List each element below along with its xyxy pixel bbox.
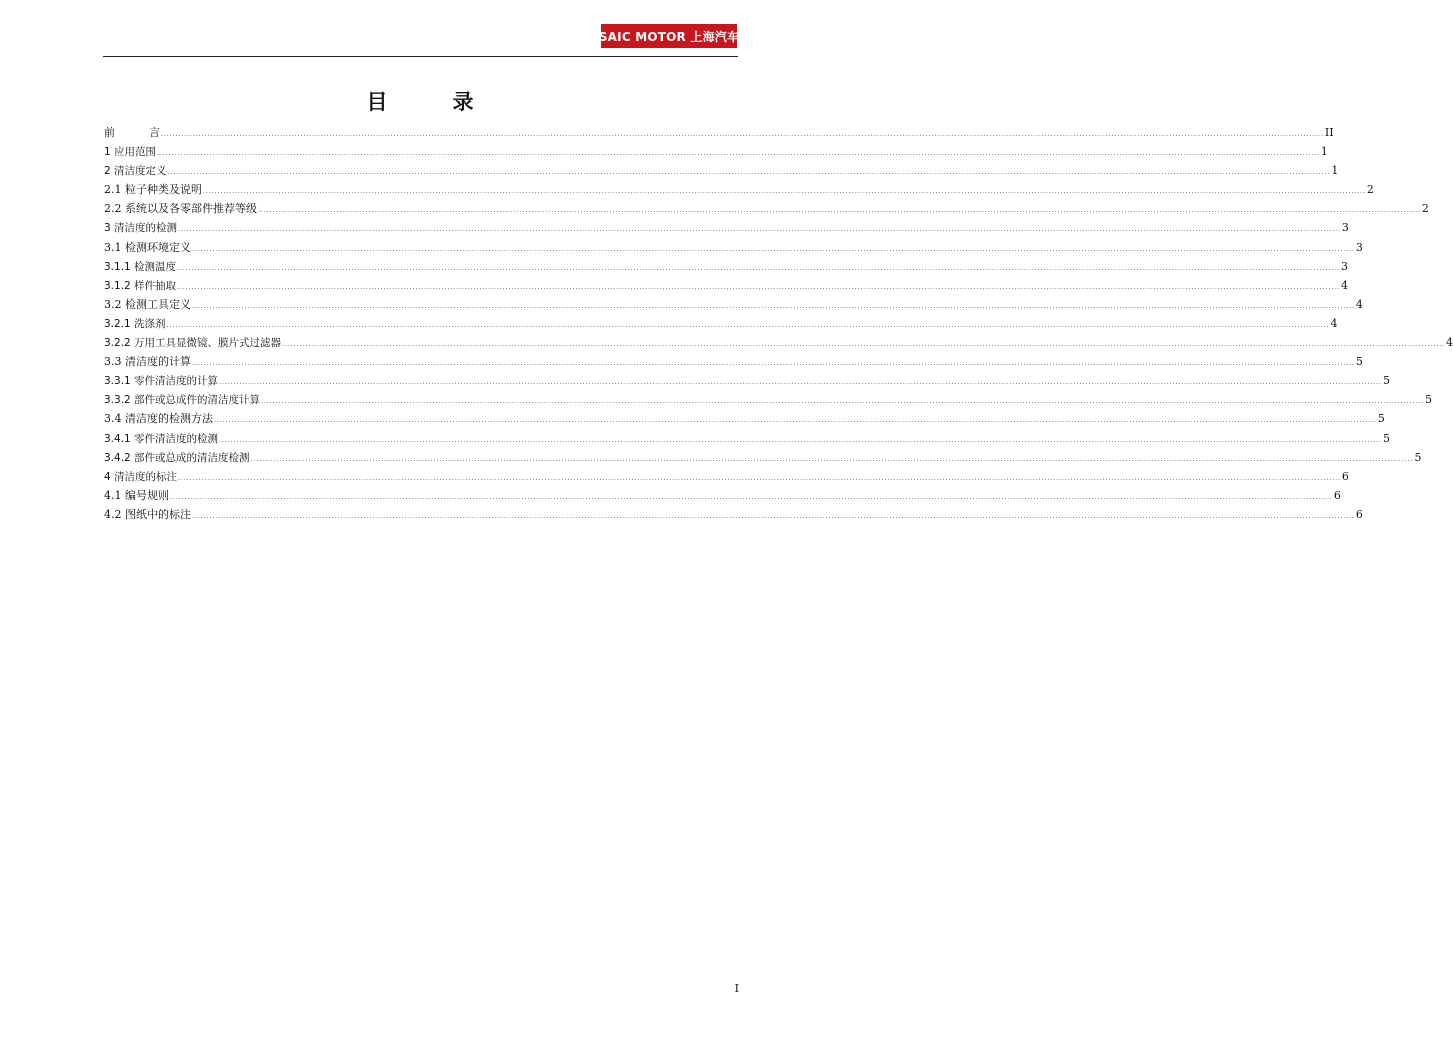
page-title — [103, 86, 738, 116]
toc-leader-dots: ................................................................................................................................................................................................................................................................................................................................................................................................................ — [177, 283, 1340, 291]
toc-entry[interactable] — [104, 199, 1429, 218]
toc-leader-dots: ................................................................................................................................................................................................................................................................................................................................................................................................................ — [219, 436, 1382, 444]
toc-leader-dots: ................................................................................................................................................................................................................................................................................................................................................................................................................ — [261, 398, 1424, 406]
toc-entry[interactable] — [104, 352, 1363, 371]
toc-entry-page: 5 — [1424, 393, 1432, 407]
toc-entry-label: 3.4 清洁度的检测方法 — [104, 412, 213, 426]
toc-leader-dots: ................................................................................................................................................................................................................................................................................................................................................................................................................ — [214, 417, 1377, 425]
toc-entry-page: 5 — [1355, 355, 1363, 369]
table-of-contents — [104, 123, 1453, 524]
toc-entry[interactable] — [104, 448, 1422, 467]
toc-entry-page: 3 — [1340, 259, 1348, 273]
toc-entry-page: 2 — [1366, 183, 1374, 197]
toc-entry[interactable] — [104, 314, 1338, 333]
toc-entry-page: 5 — [1377, 412, 1385, 426]
toc-entry-page: 1 — [1331, 164, 1339, 178]
toc-entry-label: 3.1.1 检测温度 — [104, 260, 177, 273]
toc-entry-page: 2 — [1421, 202, 1429, 216]
toc-leader-dots: ................................................................................................................................................................................................................................................................................................................................................................................................................ — [192, 512, 1355, 520]
toc-leader-dots: ................................................................................................................................................................................................................................................................................................................................................................................................................ — [170, 493, 1333, 501]
toc-entry-label: 1 应用范围 — [104, 146, 157, 159]
toc-leader-dots: ................................................................................................................................................................................................................................................................................................................................................................................................................ — [192, 302, 1355, 310]
title-char-2: 录 — [452, 90, 475, 114]
toc-entry[interactable] — [104, 257, 1348, 276]
toc-entry-label: 3.2 检测工具定义 — [104, 297, 191, 311]
toc-entry[interactable] — [104, 505, 1363, 524]
toc-entry-page: 4 — [1330, 316, 1338, 330]
toc-entry-page: 1 — [1320, 145, 1328, 159]
toc-entry[interactable] — [104, 180, 1374, 199]
toc-leader-dots: ................................................................................................................................................................................................................................................................................................................................................................................................................ — [177, 264, 1340, 272]
toc-entry[interactable] — [104, 467, 1349, 486]
toc-entry-label: 2.1 粒子种类及说明 — [104, 183, 202, 197]
toc-entry-page: 3 — [1341, 221, 1349, 235]
title-char-1: 目 — [366, 90, 389, 114]
page-number: I — [734, 982, 739, 995]
toc-leader-dots: ................................................................................................................................................................................................................................................................................................................................................................................................................ — [178, 474, 1341, 482]
toc-entry-page: 6 — [1355, 507, 1363, 521]
toc-leader-dots: ................................................................................................................................................................................................................................................................................................................................................................................................................ — [250, 455, 1414, 463]
toc-entry-page: 5 — [1414, 450, 1422, 464]
toc-leader-dots: ................................................................................................................................................................................................................................................................................................................................................................................................................ — [192, 360, 1355, 368]
toc-entry[interactable] — [104, 429, 1390, 448]
toc-leader-dots: ................................................................................................................................................................................................................................................................................................................................................................................................................ — [203, 188, 1366, 196]
toc-entry[interactable] — [104, 333, 1453, 352]
toc-entry[interactable] — [104, 486, 1341, 505]
toc-entry-label: 4 清洁度的标注 — [104, 470, 178, 483]
toc-entry-foreword[interactable] — [104, 123, 1334, 142]
toc-leader-dots: ................................................................................................................................................................................................................................................................................................................................................................................................................ — [178, 226, 1341, 234]
toc-entry-page: 5 — [1382, 374, 1390, 388]
toc-entry[interactable] — [104, 409, 1385, 428]
toc-leader-dots: ................................................................................................................................................................................................................................................................................................................................................................................................................ — [157, 150, 1320, 158]
toc-leader-dots: ................................................................................................................................................................................................................................................................................................................................................................................................................ — [161, 131, 1324, 138]
toc-entry-label: 3.2.2 万用工具显微镜、膜片式过滤器 — [104, 337, 282, 350]
toc-entry-page: 6 — [1333, 488, 1341, 502]
toc-entry-label: 3 清洁度的检测 — [104, 222, 178, 235]
toc-entry-page: 4 — [1445, 336, 1453, 350]
toc-entry-label: 4.1 编号规则 — [104, 488, 169, 502]
toc-entry[interactable] — [104, 390, 1432, 409]
toc-entry-page: 4 — [1355, 297, 1363, 311]
toc-leader-dots: ................................................................................................................................................................................................................................................................................................................................................................................................................ — [219, 379, 1382, 387]
toc-entry[interactable] — [104, 295, 1363, 314]
toc-entry[interactable] — [104, 371, 1390, 390]
toc-entry-label: 3.4.2 部件或总成的清洁度检测 — [104, 451, 250, 464]
toc-entry-label: 3.3 清洁度的计算 — [104, 355, 191, 369]
saic-motor-logo: SAIC MOTOR 上海汽车 — [601, 24, 737, 48]
toc-entry-page: 6 — [1341, 469, 1349, 483]
toc-entry-label: 前 言 — [104, 126, 160, 139]
toc-entry[interactable] — [104, 276, 1348, 295]
toc-entry-label: 2.2 系统以及各零部件推荐等级 — [104, 202, 257, 216]
toc-entry-label: 3.3.1 零件清洁度的计算 — [104, 375, 219, 388]
header-rule — [103, 56, 738, 57]
toc-entry-label: 3.1 检测环境定义 — [104, 240, 191, 254]
toc-entry-page: 4 — [1340, 278, 1348, 292]
toc-entry[interactable] — [104, 238, 1363, 257]
toc-leader-dots: ................................................................................................................................................................................................................................................................................................................................................................................................................ — [166, 321, 1330, 329]
toc-leader-dots: ................................................................................................................................................................................................................................................................................................................................................................................................................ — [282, 341, 1445, 349]
toc-entry-page: II — [1324, 126, 1334, 139]
toc-entry[interactable] — [104, 161, 1339, 180]
toc-entry-page: 5 — [1382, 431, 1390, 445]
toc-entry[interactable] — [104, 142, 1328, 161]
toc-leader-dots: ................................................................................................................................................................................................................................................................................................................................................................................................................ — [167, 169, 1331, 177]
toc-entry-label: 4.2 图纸中的标注 — [104, 507, 191, 521]
toc-entry-label: 3.3.2 部件或总成件的清洁度计算 — [104, 394, 261, 407]
toc-entry-label: 3.4.1 零件清洁度的检测 — [104, 432, 219, 445]
toc-leader-dots: ................................................................................................................................................................................................................................................................................................................................................................................................................ — [192, 245, 1355, 253]
toc-entry-page: 3 — [1355, 240, 1363, 254]
toc-entry[interactable] — [104, 218, 1349, 237]
toc-leader-dots: ................................................................................................................................................................................................................................................................................................................................................................................................................ — [258, 207, 1421, 215]
toc-entry-label: 2 清洁度定义 — [104, 165, 167, 178]
toc-entry-label: 3.1.2 样件抽取 — [104, 279, 177, 292]
toc-entry-label: 3.2.1 洗涤剂 — [104, 317, 166, 330]
